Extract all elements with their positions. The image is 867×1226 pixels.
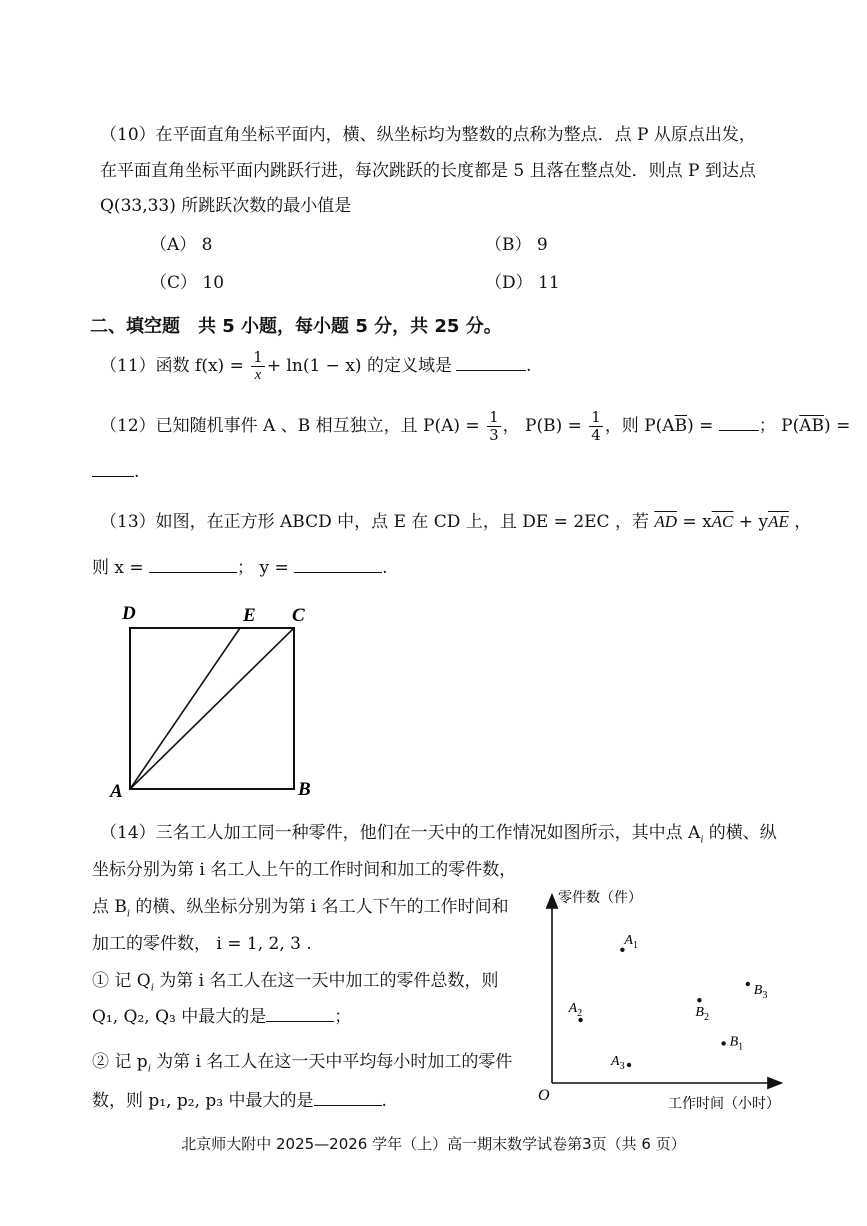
label-e: E: [243, 605, 256, 626]
point-a1: [620, 948, 624, 952]
q12: [100, 408, 850, 444]
section-heading: 二、填空题 共 5 小题，每小题 5 分，共 25 分。: [90, 316, 502, 337]
label-b: B: [298, 779, 311, 800]
q13-comma: ，: [788, 512, 812, 532]
q14-item1-line2: [92, 1002, 351, 1027]
label-d: D: [122, 603, 136, 624]
q13-line1: [100, 507, 811, 532]
q12-frac1-den: 3: [489, 426, 499, 444]
q11: [100, 348, 531, 384]
q12-end: .: [134, 462, 140, 482]
q10-line3: Q(33,33) 所跳跃次数的最小值是: [100, 196, 352, 216]
q12-mid3: ) =: [687, 416, 719, 436]
q10-line1: （10）在平面直角坐标平面内，横、纵坐标均为整数的点称为整点．点 P 从原点出发，: [100, 125, 756, 145]
q10-option-c: （C） 10: [150, 273, 225, 293]
q14-line4: 加工的零件数， i = 1, 2, 3 .: [92, 934, 312, 954]
q11-answer-blank: [456, 356, 526, 371]
q14-line1-sub: i: [700, 833, 704, 846]
q14-line1-end: 的横、纵: [703, 823, 777, 843]
q13-vec-ac: $\overline{AC}$: [711, 512, 734, 531]
segment-ae: [130, 628, 240, 789]
q14-line1-text: （14）三名工人加工同一种零件，他们在一天中的工作情况如图所示，其中点 A: [100, 823, 701, 843]
q14-q-blank: [266, 1007, 334, 1022]
point-label-a2: $A_2$: [568, 1001, 583, 1019]
segment-ac: [130, 628, 294, 789]
q11-end: .: [525, 356, 532, 376]
point-label-a3: $A_3$: [611, 1054, 625, 1072]
q12-frac2-num: 1: [591, 408, 601, 426]
q11-frac-num: 1: [253, 348, 263, 366]
q12-mid2: ，则 P(A: [604, 416, 675, 436]
q13-figure: [100, 595, 330, 805]
q13-line2-sep: ； y =: [237, 558, 295, 578]
q12-line2: [92, 462, 139, 482]
q13-prefix: （13）如图，在正方形 ABCD 中，点 E 在 CD 上，且 DE = 2EC ，若: [100, 512, 655, 532]
q10-line2: 在平面直角坐标平面内跳跃行进，每次跳跃的长度都是 5 且落在整点处．则点 P 到达点: [100, 161, 756, 181]
points-layer: [568, 933, 768, 1072]
point-label-b2: $B_2$: [695, 1005, 709, 1024]
q12-bar-b: $\overline{B}$: [674, 416, 688, 436]
q14-item1-c: Q₁, Q₂, Q₃ 中最大的是: [92, 1007, 267, 1027]
q14-item2-b: 为第 i 名工人在这一天中平均每小时加工的零件: [150, 1052, 513, 1072]
q14-item2-a: ② 记 p: [92, 1052, 148, 1072]
q14-line3: [92, 892, 509, 919]
q11-prefix: （11）函数 f(x) =: [100, 356, 250, 376]
q12-fraction-2: [589, 410, 603, 443]
q14-line2: 坐标分别为第 i 名工人上午的工作时间和加工的零件数，: [92, 860, 517, 880]
q11-fraction: [251, 350, 265, 383]
q14-item1-a: ① 记 Q: [92, 971, 151, 991]
q12-mid5: ) =: [824, 416, 851, 436]
q13-end: .: [382, 558, 388, 578]
q14-line3-sub: i: [126, 907, 130, 920]
q11-frac-den: x: [254, 367, 262, 383]
q14-item1-b: 为第 i 名工人在这一天中加工的零件总数，则: [153, 971, 499, 991]
q10-option-d: （D） 11: [485, 273, 560, 293]
q14-item2-line2: [92, 1086, 387, 1111]
q14-item1-sub: i: [150, 981, 154, 994]
point-b2: [697, 998, 701, 1002]
q13-vec-ad: $\overline{AD}$: [654, 512, 678, 531]
q14-item1-end: ；: [334, 1007, 352, 1027]
y-axis-label: 零件数（件）: [558, 890, 642, 906]
q12-frac1-num: 1: [489, 408, 499, 426]
q14-item2-sub: i: [147, 1062, 151, 1075]
point-a3: [627, 1063, 631, 1067]
point-label-a1: $A_1$: [624, 932, 638, 951]
q11-suffix: + ln(1 − x) 的定义域是: [266, 356, 452, 376]
q14-line3-text: 点 B: [92, 897, 127, 917]
q14-item1-line1: [92, 966, 498, 993]
q13-line2-x: 则 x =: [92, 558, 150, 578]
q14-scatter-chart: [530, 880, 790, 1115]
q13-eq: = x: [677, 512, 712, 532]
q12-frac2-den: 4: [591, 426, 601, 444]
point-b3: [746, 982, 750, 986]
q12-fraction-1: [487, 410, 501, 443]
q12-answer-blank-2: [92, 462, 134, 477]
q13-vec-ae: $\overline{AE}$: [768, 512, 789, 531]
point-b1: [721, 1041, 725, 1045]
q10-option-a: （A） 8: [150, 235, 213, 255]
q14-item2-line1: [92, 1047, 512, 1074]
point-label-b3: $B_3$: [753, 983, 768, 1001]
q12-mid1: ， P(B) =: [502, 416, 588, 436]
label-a: A: [110, 781, 123, 802]
q13-y-blank: [294, 558, 382, 573]
q14-line3-end: 的横、纵坐标分别为第 i 名工人下午的工作时间和: [129, 897, 509, 917]
q14-p-blank: [314, 1091, 382, 1106]
q13-x-blank: [149, 558, 237, 573]
q13-line2: [92, 553, 388, 578]
q14-item2-end: .: [381, 1091, 387, 1111]
origin-label: O: [538, 1087, 550, 1104]
q12-bar-ab: $\overline{AB}$: [799, 416, 825, 436]
q14-item2-c: 数，则 p₁, p₂, p₃ 中最大的是: [92, 1091, 314, 1111]
x-axis-label: 工作时间（小时）: [668, 1096, 780, 1112]
q14-line1: [100, 818, 777, 845]
q12-prefix: （12）已知随机事件 A 、B 相互独立，且 P(A) =: [100, 416, 486, 436]
q12-answer-blank-1: [719, 416, 759, 431]
q13-plus: + y: [733, 512, 769, 532]
page-footer: 北京师大附中 2025—2026 学年（上）高一期末数学试卷第3页（共 6 页）: [181, 1135, 686, 1153]
label-c: C: [292, 605, 305, 626]
q10-option-b: （B） 9: [485, 235, 548, 255]
point-label-b1: $B_1$: [729, 1034, 744, 1053]
q12-mid4: ； P(: [758, 416, 800, 436]
